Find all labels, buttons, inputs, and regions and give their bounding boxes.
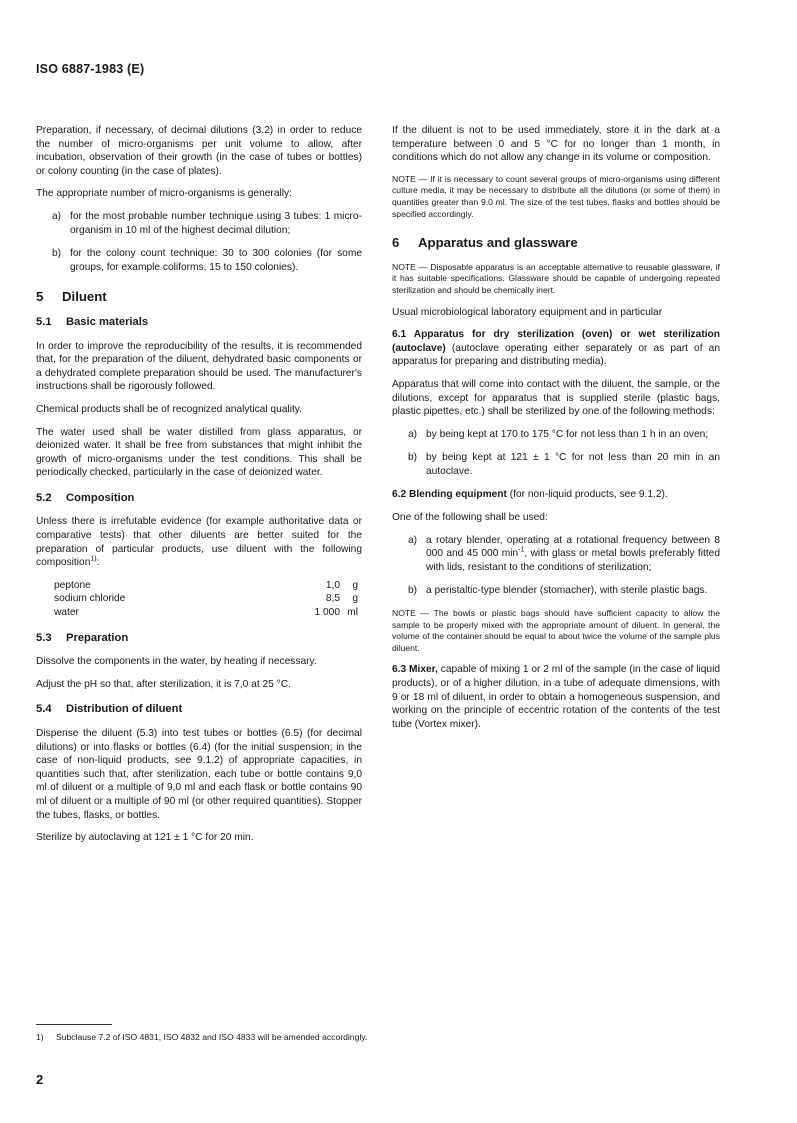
paragraph: The water used shall be water distilled from glass apparatus, or deionized water. It shall be free from substances that might inhibit the growth of micro-organisms under the test conditions. This shall be periodically checked, particularly in the case of deionized water. <box>36 426 362 479</box>
ingredient-unit: g <box>352 593 358 605</box>
list-label: a) <box>52 210 62 222</box>
ingredient-name: sodium chloride <box>54 593 126 605</box>
list-text: by being kept at 170 to 175 °C for not less than 1 h in an oven; <box>426 428 709 440</box>
paragraph: Dissolve the components in the water, by heating if necessary. <box>36 656 317 668</box>
paragraph: In order to improve the reproducibility of the results, it is recommended that, for the preparation of the diluent, dehydrated basic components or a dehydrated complete preparation should be used. The manufacturer's instructions shall be rigorously followed. <box>36 340 362 393</box>
right-column <box>392 124 720 740</box>
list-item <box>392 428 720 442</box>
list-text: by being kept at 121 ± 1 °C for not less than 20 min in an autoclave. <box>426 452 720 477</box>
superscript: -1 <box>518 546 525 554</box>
inline-heading: 6.3 Mixer, <box>392 664 438 676</box>
list-text-part: , with glass or metal bowls preferably fitted with lids, resistant to the conditions of sterilization; <box>426 548 720 573</box>
subsection-number: 5.3 <box>36 631 52 644</box>
list-text <box>426 534 720 575</box>
subsection-heading-distribution <box>36 703 362 717</box>
subsection-title: Composition <box>66 491 135 504</box>
paragraph: Adjust the pH so that, after sterilization, it is 7,0 at 25 °C. <box>36 678 291 690</box>
ingredient-value: 1 000 <box>314 607 340 619</box>
list-text: for the colony count technique: 30 to 300 colonies (for some groups, for example coliforms, 15 to 150 colonies). <box>70 248 362 273</box>
list-text: for the most probable number technique using 3 tubes: 1 micro-organism in 10 ml of the highest decimal dilution; <box>70 210 362 236</box>
list-label: b) <box>408 585 418 597</box>
list-item <box>392 451 720 478</box>
composition-table <box>54 579 358 620</box>
paragraph <box>36 515 362 569</box>
subsection-title: Basic materials <box>66 315 149 328</box>
punctuation: : <box>96 557 100 569</box>
paragraph-text: Unless there is irrefutable evidence (for example authoritative data or comparative tests) that other diluents are better suited for the preparation of particular products, use diluent with the following composition <box>36 516 362 569</box>
footnote-reference[interactable]: 1) <box>90 555 97 563</box>
section-heading-diluent <box>36 290 362 304</box>
footnote-text: Subclause 7.2 of ISO 4831, ISO 4832 and ISO 4833 will be amended accordingly. <box>56 1032 368 1042</box>
subsection-heading-preparation <box>36 632 362 646</box>
section-number: 6 <box>392 235 400 251</box>
subsection-heading-composition <box>36 492 362 506</box>
document-header: ISO 6887-1983 (E) <box>36 62 145 76</box>
list-text-part: a rotary blender, operating at a rotational frequency between 8 000 and 45 000 min <box>426 534 720 560</box>
table-row <box>54 606 358 620</box>
ingredient-value: 8,5 <box>325 593 340 605</box>
paragraph: One of the following shall be used: <box>392 512 548 524</box>
subsection-6-3 <box>392 663 720 731</box>
list-label: b) <box>408 452 418 464</box>
table-row <box>54 592 358 606</box>
section-heading-apparatus <box>392 236 720 250</box>
subsection-number: 5.4 <box>36 703 52 716</box>
subsection-6-2 <box>392 488 720 502</box>
paragraph: Chemical products shall be of recognized analytical quality. <box>36 403 302 415</box>
paragraph-text: (for non-liquid products, see 9.1.2). <box>506 489 668 501</box>
list-label: a) <box>408 534 418 546</box>
ingredient-value: 1,0 <box>325 579 340 591</box>
list-text: a peristaltic-type blender (stomacher), with sterile plastic bags. <box>426 585 708 597</box>
note: NOTE — If it is necessary to count several groups of micro-organisms using different culture media, it may be necessary to distribute all the dilutions (or some of them) in quantities greater than 9.0 ml. The size of the test tubes, flasks and bottles should be specified accordingly. <box>392 173 720 219</box>
section-title: Diluent <box>62 289 107 305</box>
inline-heading: 6.2 Blending equipment <box>392 489 507 501</box>
count-paragraph: The appropriate number of micro-organisms is generally: <box>36 188 292 200</box>
subsection-number: 5.2 <box>36 491 52 504</box>
ingredient-name: peptone <box>54 579 91 591</box>
subsection-heading-basic-materials <box>36 316 362 330</box>
storage-paragraph: If the diluent is not to be used immediately, store it in the dark at a temperature between 0 and 5 °C for no longer than 1 month, in conditions which do not allow any change in its volume or composition. <box>392 125 720 164</box>
list-item <box>36 210 362 237</box>
subsection-title: Distribution of diluent <box>66 703 183 716</box>
ingredient-unit: ml <box>347 607 358 619</box>
paragraph: Sterilize by autoclaving at 121 ± 1 °C for 20 min. <box>36 832 254 844</box>
paragraph: Dispense the diluent (5.3) into test tubes or bottles (6.5) (for decimal dilutions) or into flasks or bottles (6.4) (for the initial suspension; in the case of non-liquid products, see 9.1.2) of appropriate capacities, in quantities such that, after sterilization, each tube or bottle contains 9,0 ml of diluent or a multiple of 9,0 ml and each flask or bottle contains 90 ml of diluent or a multiple of 90 ml (or other required quantities). Stopper the tubes, flasks, or bottles. <box>36 728 362 821</box>
note: NOTE — Disposable apparatus is an acceptable alternative to reusable glassware, if it has suitable specifications. Glassware should be capable of undergoing repeated sterilization and should be chemically inert. <box>392 261 720 295</box>
ingredient-name: water <box>54 607 79 619</box>
paragraph: Usual microbiological laboratory equipment and in particular <box>392 306 663 318</box>
paragraph-text: (autoclave operating either separately or as part of an apparatus for preparing and distributing media). <box>392 342 720 368</box>
footnote <box>36 1032 367 1042</box>
subsection-title: Preparation <box>66 631 129 644</box>
list-item <box>36 247 362 274</box>
intro-paragraph: Preparation, if necessary, of decimal dilutions (3.2) in order to reduce the number of micro-organisms per unit volume to allow, after incubation, observation of their growth (in the case of tubes or bottles) or colony counting (in the case of plates). <box>36 125 362 177</box>
section-title: Apparatus and glassware <box>418 235 578 251</box>
page-number: 2 <box>36 1072 44 1087</box>
ingredient-unit: g <box>352 579 358 591</box>
list-item <box>392 584 720 598</box>
subsection-6-1 <box>392 328 720 369</box>
left-column <box>36 124 362 854</box>
footnote-divider <box>36 1024 112 1025</box>
table-row <box>54 579 358 593</box>
note: NOTE — The bowls or plastic bags should have sufficient capacity to allow the sample to be properly mixed with the appropriate amount of diluent. In general, the volume of the container should be equal to about twice the volume of the sample plus diluent. <box>392 608 720 653</box>
list-item <box>392 534 720 575</box>
subsection-number: 5.1 <box>36 315 52 328</box>
paragraph-text: capable of mixing 1 or 2 ml of the sample (in the case of liquid products), or of a higher dilution, in a tube of adequate dimensions, with 9 or 18 ml of diluent, in order to obtain a homogeneous suspension, and working on the principle of eccentric rotation of the contents of the test tube (Vortex mixer). <box>392 664 720 730</box>
section-number: 5 <box>36 289 44 305</box>
footnote-number: 1) <box>36 1032 44 1042</box>
list-label: b) <box>52 248 62 260</box>
paragraph: Apparatus that will come into contact with the diluent, the sample, or the dilutions, except for apparatus that is supplied sterile (plastic bags, plastic pipettes, etc.) shall be sterilized by one of the following methods: <box>392 378 720 418</box>
inline-heading: 6.1 Apparatus for dry sterilization (oven) or wet sterilization (autoclave) <box>392 329 720 354</box>
list-label: a) <box>408 428 418 440</box>
